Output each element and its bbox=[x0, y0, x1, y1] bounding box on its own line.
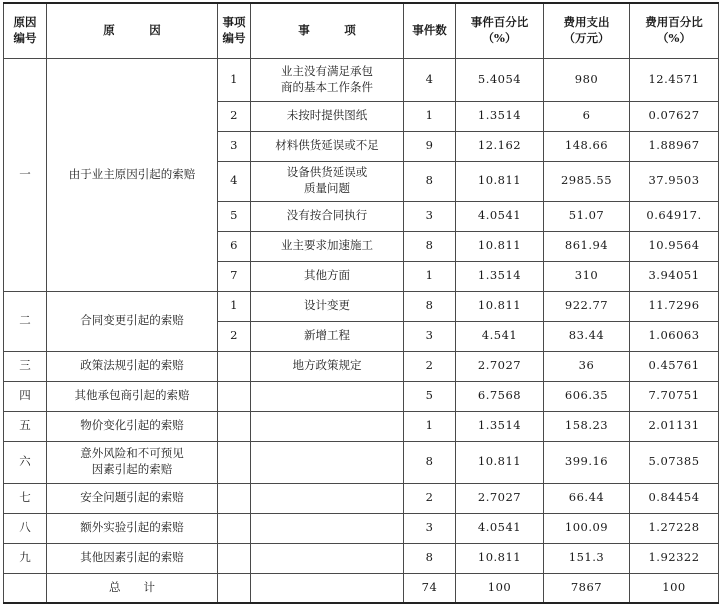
cause-number: 九 bbox=[4, 543, 47, 573]
cost-amount: 606.35 bbox=[544, 381, 630, 411]
header-item-no: 事项 编号 bbox=[218, 3, 251, 58]
event-percent: 2.7027 bbox=[456, 483, 544, 513]
event-count: 4 bbox=[404, 58, 456, 101]
cost-percent: 1.06063 bbox=[630, 321, 719, 351]
cost-percent: 5.07385 bbox=[630, 441, 719, 483]
item-number bbox=[218, 543, 251, 573]
item-label: 业主要求加速施工 bbox=[251, 231, 404, 261]
event-count: 8 bbox=[404, 441, 456, 483]
header-cost-pct: 费用百分比 （%） bbox=[630, 3, 719, 58]
event-percent: 10.811 bbox=[456, 543, 544, 573]
event-count: 8 bbox=[404, 161, 456, 201]
cost-amount: 2985.55 bbox=[544, 161, 630, 201]
claims-table bbox=[3, 2, 719, 604]
header-event-pct: 事件百分比 （%） bbox=[456, 3, 544, 58]
event-percent: 1.3514 bbox=[456, 411, 544, 441]
cause-number: 八 bbox=[4, 513, 47, 543]
cost-percent: 0.84454 bbox=[630, 483, 719, 513]
event-count: 3 bbox=[404, 513, 456, 543]
event-count: 8 bbox=[404, 291, 456, 321]
event-count: 3 bbox=[404, 321, 456, 351]
item-number bbox=[218, 513, 251, 543]
cost-amount: 980 bbox=[544, 58, 630, 101]
cost-percent: 0.45761 bbox=[630, 351, 719, 381]
table-row bbox=[4, 483, 719, 513]
cost-amount: 66.44 bbox=[544, 483, 630, 513]
item-number bbox=[218, 381, 251, 411]
item-label bbox=[251, 441, 404, 483]
cost-amount: 151.3 bbox=[544, 543, 630, 573]
event-count: 8 bbox=[404, 543, 456, 573]
table-row bbox=[4, 291, 719, 321]
cost-percent: 10.9564 bbox=[630, 231, 719, 261]
total-cause-number bbox=[4, 573, 47, 603]
event-count: 1 bbox=[404, 411, 456, 441]
total-item-number bbox=[218, 573, 251, 603]
cost-percent: 11.7296 bbox=[630, 291, 719, 321]
event-count: 9 bbox=[404, 131, 456, 161]
item-number: 2 bbox=[218, 321, 251, 351]
total-row bbox=[4, 573, 719, 603]
cause-number: 三 bbox=[4, 351, 47, 381]
table-row bbox=[4, 513, 719, 543]
item-number: 2 bbox=[218, 101, 251, 131]
cost-percent: 3.94051 bbox=[630, 261, 719, 291]
cost-amount: 100.09 bbox=[544, 513, 630, 543]
total-event-percent: 100 bbox=[456, 573, 544, 603]
item-label: 新增工程 bbox=[251, 321, 404, 351]
total-cost: 7867 bbox=[544, 573, 630, 603]
cost-percent: 12.4571 bbox=[630, 58, 719, 101]
event-count: 5 bbox=[404, 381, 456, 411]
header-cost: 费用支出 （万元） bbox=[544, 3, 630, 58]
cost-percent: 0.07627 bbox=[630, 101, 719, 131]
event-count: 8 bbox=[404, 231, 456, 261]
event-percent: 4.0541 bbox=[456, 513, 544, 543]
cost-amount: 148.66 bbox=[544, 131, 630, 161]
item-number: 5 bbox=[218, 201, 251, 231]
item-number: 6 bbox=[218, 231, 251, 261]
cost-amount: 861.94 bbox=[544, 231, 630, 261]
header-cause-no: 原因 编号 bbox=[4, 3, 47, 58]
cost-percent: 1.88967 bbox=[630, 131, 719, 161]
cost-amount: 36 bbox=[544, 351, 630, 381]
cause-label: 由于业主原因引起的索赔 bbox=[47, 58, 218, 291]
item-label bbox=[251, 411, 404, 441]
cause-number: 二 bbox=[4, 291, 47, 351]
cause-label: 其他因素引起的索赔 bbox=[47, 543, 218, 573]
item-number bbox=[218, 411, 251, 441]
cause-number: 五 bbox=[4, 411, 47, 441]
cause-label: 额外实验引起的索赔 bbox=[47, 513, 218, 543]
cost-percent: 0.64917. bbox=[630, 201, 719, 231]
cost-percent: 1.27228 bbox=[630, 513, 719, 543]
table-row bbox=[4, 351, 719, 381]
table-row bbox=[4, 441, 719, 483]
cost-percent: 1.92322 bbox=[630, 543, 719, 573]
total-count: 74 bbox=[404, 573, 456, 603]
item-label: 地方政策规定 bbox=[251, 351, 404, 381]
table-row bbox=[4, 58, 719, 101]
item-number bbox=[218, 351, 251, 381]
item-label: 没有按合同执行 bbox=[251, 201, 404, 231]
event-percent: 1.3514 bbox=[456, 261, 544, 291]
item-number: 1 bbox=[218, 291, 251, 321]
event-percent: 5.4054 bbox=[456, 58, 544, 101]
cost-amount: 6 bbox=[544, 101, 630, 131]
cost-amount: 83.44 bbox=[544, 321, 630, 351]
header-row bbox=[4, 3, 719, 58]
table-row bbox=[4, 411, 719, 441]
cause-number: 一 bbox=[4, 58, 47, 291]
cost-amount: 922.77 bbox=[544, 291, 630, 321]
item-number: 7 bbox=[218, 261, 251, 291]
header-count: 事件数 bbox=[404, 3, 456, 58]
cost-percent: 7.70751 bbox=[630, 381, 719, 411]
cost-amount: 51.07 bbox=[544, 201, 630, 231]
cause-label: 安全问题引起的索赔 bbox=[47, 483, 218, 513]
cause-label: 意外风险和不可预见 因素引起的索赔 bbox=[47, 441, 218, 483]
event-count: 2 bbox=[404, 483, 456, 513]
item-number bbox=[218, 483, 251, 513]
header-cause: 原 因 bbox=[47, 3, 218, 58]
item-label bbox=[251, 381, 404, 411]
item-number: 1 bbox=[218, 58, 251, 101]
cause-number: 七 bbox=[4, 483, 47, 513]
item-label: 材料供货延误或不足 bbox=[251, 131, 404, 161]
event-percent: 1.3514 bbox=[456, 101, 544, 131]
item-label bbox=[251, 483, 404, 513]
event-percent: 10.811 bbox=[456, 291, 544, 321]
cause-number: 四 bbox=[4, 381, 47, 411]
item-label bbox=[251, 543, 404, 573]
cause-label: 其他承包商引起的索赔 bbox=[47, 381, 218, 411]
cost-percent: 37.9503 bbox=[630, 161, 719, 201]
event-percent: 6.7568 bbox=[456, 381, 544, 411]
event-percent: 2.7027 bbox=[456, 351, 544, 381]
item-label: 设计变更 bbox=[251, 291, 404, 321]
cost-amount: 158.23 bbox=[544, 411, 630, 441]
total-cost-percent: 100 bbox=[630, 573, 719, 603]
table-row bbox=[4, 543, 719, 573]
event-percent: 4.0541 bbox=[456, 201, 544, 231]
item-label: 设备供货延误或 质量问题 bbox=[251, 161, 404, 201]
item-label bbox=[251, 513, 404, 543]
cost-percent: 2.01131 bbox=[630, 411, 719, 441]
cost-amount: 399.16 bbox=[544, 441, 630, 483]
item-number: 3 bbox=[218, 131, 251, 161]
cause-label: 物价变化引起的索赔 bbox=[47, 411, 218, 441]
event-percent: 4.541 bbox=[456, 321, 544, 351]
event-count: 3 bbox=[404, 201, 456, 231]
event-count: 1 bbox=[404, 101, 456, 131]
cost-amount: 310 bbox=[544, 261, 630, 291]
event-percent: 12.162 bbox=[456, 131, 544, 161]
item-label: 未按时提供图纸 bbox=[251, 101, 404, 131]
event-count: 1 bbox=[404, 261, 456, 291]
item-label: 业主没有满足承包 商的基本工作条件 bbox=[251, 58, 404, 101]
event-percent: 10.811 bbox=[456, 231, 544, 261]
table-body bbox=[4, 58, 719, 603]
table-row bbox=[4, 381, 719, 411]
total-item-label bbox=[251, 573, 404, 603]
event-count: 2 bbox=[404, 351, 456, 381]
event-percent: 10.811 bbox=[456, 441, 544, 483]
cause-label: 合同变更引起的索赔 bbox=[47, 291, 218, 351]
header-item: 事 项 bbox=[251, 3, 404, 58]
item-number: 4 bbox=[218, 161, 251, 201]
total-label: 总 计 bbox=[47, 573, 218, 603]
cause-number: 六 bbox=[4, 441, 47, 483]
item-number bbox=[218, 441, 251, 483]
cause-label: 政策法规引起的索赔 bbox=[47, 351, 218, 381]
event-percent: 10.811 bbox=[456, 161, 544, 201]
item-label: 其他方面 bbox=[251, 261, 404, 291]
